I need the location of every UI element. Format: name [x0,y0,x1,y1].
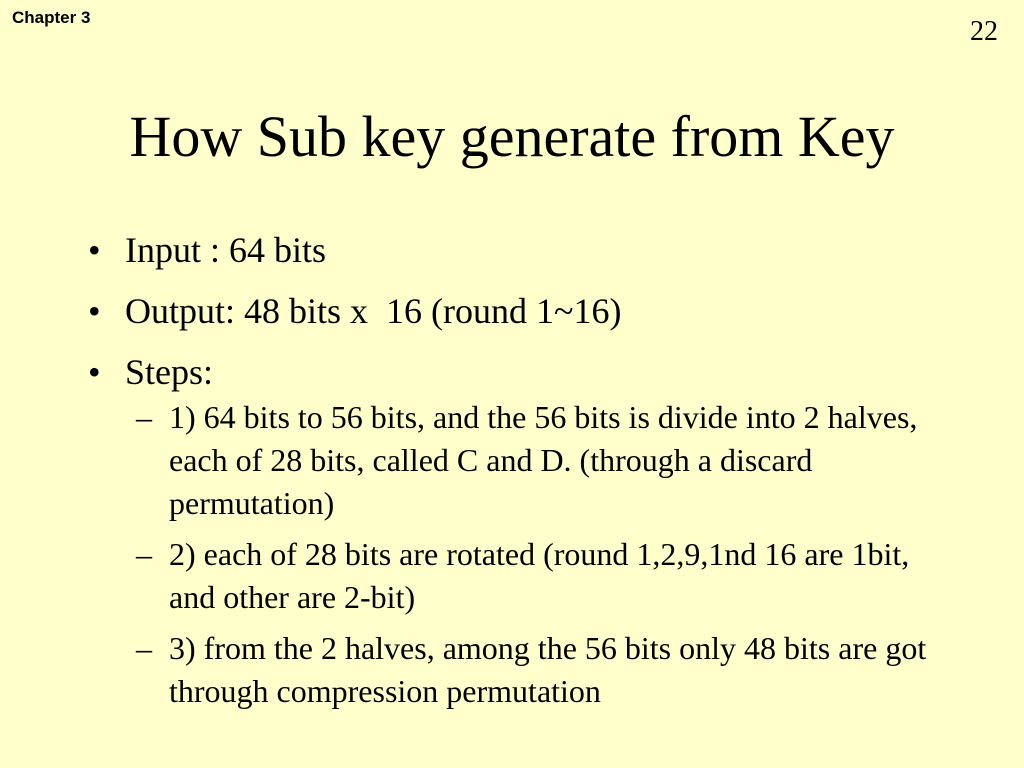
bullet-input [88,228,988,272]
bullet-marker: • [88,291,101,331]
bullet-output [88,289,988,333]
sub-bullet-step-2 [136,533,936,619]
page-number: 22 [970,16,998,47]
bullet-marker: • [88,352,101,392]
bullet-steps [88,350,988,394]
sub-bullet-marker: – [136,399,152,435]
sub-bullet-step-3 [136,627,936,713]
bullet-text: Steps: [125,352,214,392]
sub-bullet-marker: – [136,630,152,666]
chapter-label: Chapter 3 [12,8,91,27]
sub-bullet-text: 3) from the 2 halves, among the 56 bits only 48 bits are got through compression permutation [169,630,927,709]
bullet-marker: • [88,230,101,270]
sub-bullet-step-1 [136,396,936,525]
sub-bullet-text: 2) each of 28 bits are rotated (round 1,2,9,1nd 16 are 1bit, and other are 2-bit) [169,536,910,615]
bullet-text: Output: 48 bits x 16 (round 1~16) [125,291,622,331]
sub-bullet-marker: – [136,536,152,572]
sub-bullet-text: 1) 64 bits to 56 bits, and the 56 bits is divide into 2 halves, each of 28 bits, called C and D. (through a discard permutation) [169,399,918,521]
slide-content [88,228,988,721]
bullet-text: Input : 64 bits [125,230,327,270]
slide-title: How Sub key generate from Key [129,104,895,169]
